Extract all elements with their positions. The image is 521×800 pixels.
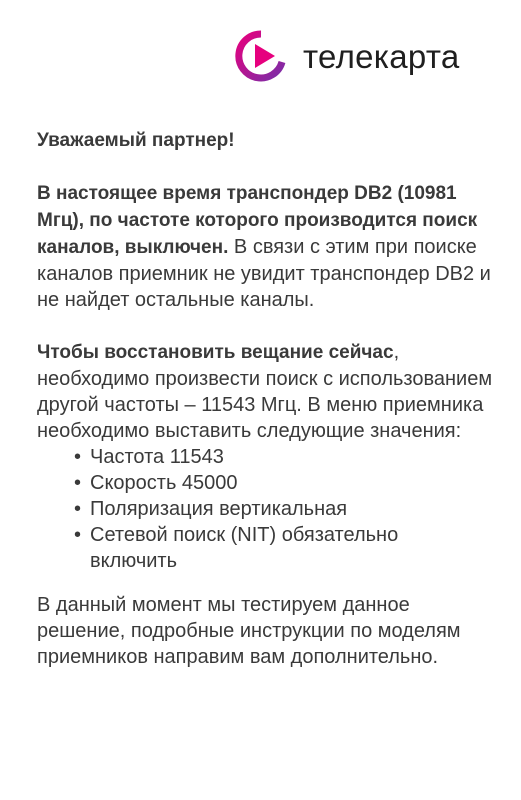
transponder-notice bbox=[37, 180, 497, 313]
settings-list bbox=[37, 444, 497, 574]
transponder-notice-bold: В настоящее время транспондер DB2 (10981 Мгц), по частоте которого производится поиск каналов, выключен. bbox=[37, 183, 478, 258]
greeting: Уважаемый партнер! bbox=[37, 130, 235, 151]
testing-note: В данный момент мы тестируем данное решение, подробные инструкции по моделям приемников направим вам дополнительно. bbox=[37, 594, 461, 668]
letter-body bbox=[37, 128, 497, 670]
brand-name: телекарта bbox=[303, 37, 460, 75]
restore-instructions-text: , необходимо произвести поиск с использованием другой частоты – 11543 Мгц. В меню приемника необходимо выставить следующие значения: bbox=[37, 341, 493, 442]
brand-header bbox=[235, 30, 460, 82]
setting-frequency: • Частота 11543 bbox=[74, 444, 450, 470]
setting-nit-search: • Сетевой поиск (NIT) обязательно включить bbox=[74, 522, 450, 574]
telekarta-logo-icon bbox=[235, 30, 287, 82]
restore-instructions-bold: Чтобы восстановить вещание сейчас bbox=[37, 342, 394, 363]
transponder-notice-text: В связи с этим при поиске каналов приемник не увидит транспондер DB2 и не найдет остальные каналы. bbox=[37, 236, 491, 311]
restore-instructions bbox=[37, 339, 497, 444]
setting-polarization: • Поляризация вертикальная bbox=[74, 496, 450, 522]
setting-symbol-rate: • Скорость 45000 bbox=[74, 470, 450, 496]
